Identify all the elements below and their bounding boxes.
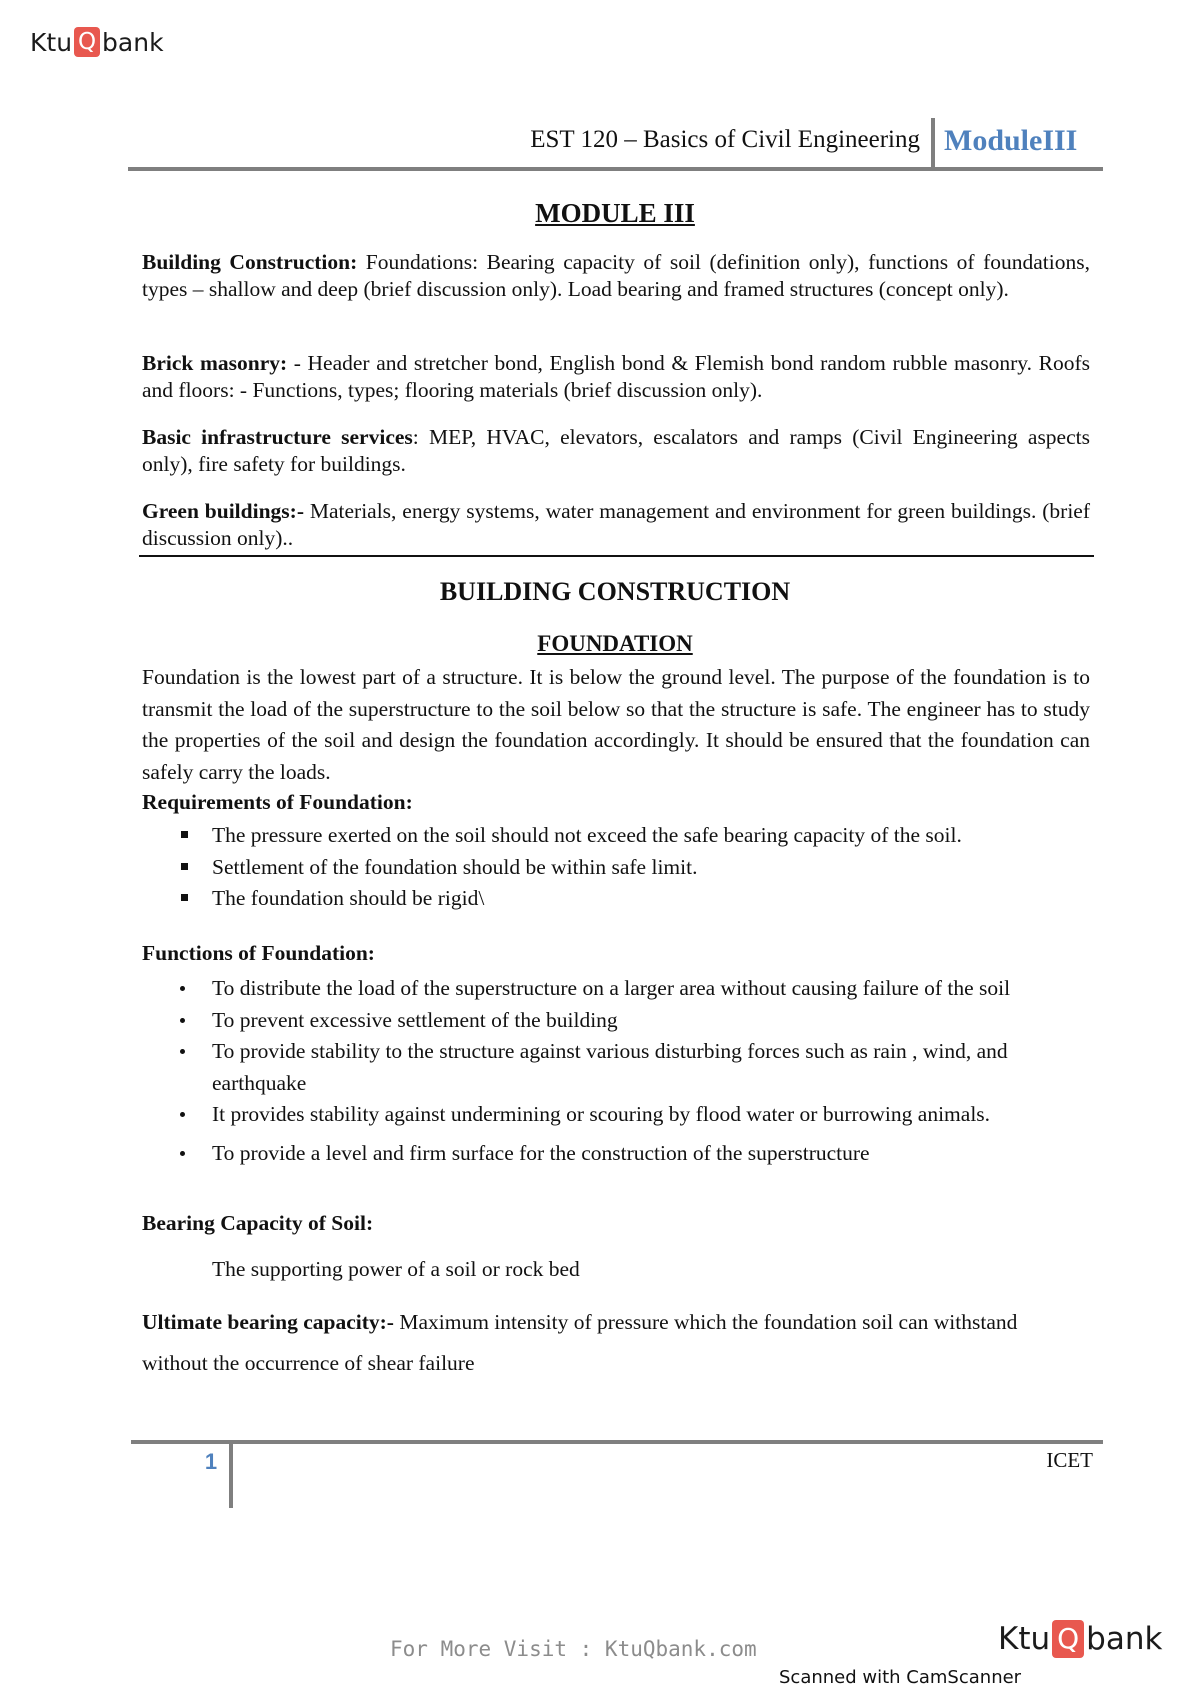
ultimate-label: Ultimate bearing capacity:-: [142, 1310, 394, 1334]
list-item-text: Settlement of the foundation should be within safe limit.: [212, 854, 698, 879]
logo-text-bank: bank: [102, 27, 164, 57]
ktuqbank-logo-bottom: [998, 1620, 1162, 1658]
ktuqbank-logo-top: [30, 27, 164, 57]
list-item: [178, 1005, 1098, 1037]
dot-bullet-icon: [180, 1049, 185, 1054]
list-item: [178, 1138, 1098, 1170]
logo-text-ktu: Ktu: [30, 27, 73, 57]
syllabus-label: Brick masonry:: [142, 351, 288, 375]
list-item: [178, 1036, 1098, 1099]
square-bullet-icon: [181, 863, 188, 870]
logo-text-bank: bank: [1086, 1621, 1163, 1657]
list-item-text: To provide a level and firm surface for the construction of the superstructure: [212, 1140, 870, 1165]
list-item-text: It provides stability against undermining or scouring by flood water or burrowing animals.: [212, 1102, 991, 1126]
module-title: MODULE III: [535, 198, 695, 228]
footer-rule: [131, 1440, 1103, 1444]
square-bullet-icon: [181, 831, 188, 838]
dot-bullet-icon: [180, 1151, 185, 1156]
syllabus-label: Building Construction:: [142, 250, 358, 274]
requirements-heading: Requirements of Foundation:: [142, 790, 413, 814]
list-item-text: The foundation should be rigid\: [212, 886, 485, 910]
bearing-capacity-definition: The supporting power of a soil or rock bed: [212, 1257, 580, 1281]
course-title: EST 120 – Basics of Civil Engineering: [530, 126, 920, 153]
header-divider: [931, 118, 935, 170]
scanner-watermark: Scanned with CamScanner: [779, 1667, 1022, 1688]
ultimate-text: Maximum intensity of pressure which the foundation soil can withstand without the occurrence of shear failure: [142, 1310, 1018, 1375]
list-item: [178, 1099, 1098, 1131]
list-item-text: To prevent excessive settlement of the building: [212, 1007, 618, 1032]
list-item: [178, 820, 1098, 852]
header-rule: [128, 167, 1103, 171]
requirements-list: [178, 820, 1098, 915]
footer-divider: [229, 1442, 233, 1508]
syllabus-text: - Header and stretcher bond, English bond & Flemish bond random rubble masonry. Roofs and floors: - Functions, types; flooring materials (brief discussion only).: [142, 351, 1090, 402]
foundation-title: FOUNDATION: [537, 631, 693, 656]
logo-text-ktu: Ktu: [998, 1621, 1051, 1657]
syllabus-green-buildings: [142, 498, 1090, 552]
syllabus-label: Green buildings:-: [142, 499, 304, 523]
list-item-text: To provide stability to the structure against various disturbing forces such as rain , wind, and earthquake: [212, 1039, 1008, 1095]
section-title: BUILDING CONSTRUCTION: [439, 577, 791, 606]
syllabus-label: Basic infrastructure services: [142, 425, 413, 449]
logo-q-icon: Q: [1052, 1620, 1084, 1658]
syllabus-brick-masonry: [142, 350, 1090, 404]
dot-bullet-icon: [180, 1018, 185, 1023]
syllabus-infrastructure-services: [142, 424, 1090, 478]
syllabus-text: Materials, energy systems, water management and environment for green buildings. (brief discussion only)..: [142, 499, 1090, 550]
functions-list: [178, 973, 1098, 1169]
module-label: ModuleIII: [944, 124, 1078, 157]
list-item: [178, 883, 1098, 915]
syllabus-text: Foundations: Bearing capacity of soil (definition only), functions of foundations, types – shallow and deep (brief discussion only). Load bearing and framed structures (concept only).: [142, 250, 1090, 301]
functions-heading: Functions of Foundation:: [142, 941, 375, 965]
foundation-intro: Foundation is the lowest part of a structure. It is below the ground level. The purpose of the foundation is to transmit the load of the superstructure to the soil below so that the structure is safe. The engineer has to study the properties of the soil and design the foundation accordingly. It should be ensured that the foundation can safely carry the loads.: [142, 665, 1090, 784]
visit-link[interactable]: For More Visit : KtuQbank.com: [390, 1637, 757, 1661]
list-item-text: To distribute the load of the superstructure on a larger area without causing failure of the soil: [212, 976, 1011, 1000]
list-item-text: The pressure exerted on the soil should not exceed the safe bearing capacity of the soil.: [212, 823, 962, 847]
institute-label: ICET: [1046, 1448, 1093, 1472]
page-number: 1: [204, 1449, 218, 1474]
dot-bullet-icon: [180, 986, 185, 991]
syllabus-building-construction: [142, 249, 1090, 303]
list-item: [178, 852, 1098, 884]
bearing-capacity-heading: Bearing Capacity of Soil:: [142, 1211, 374, 1235]
syllabus-rule: [139, 555, 1094, 557]
ultimate-bearing-capacity: [142, 1302, 1082, 1384]
syllabus-text: : MEP, HVAC, elevators, escalators and ramps (Civil Engineering aspects only), fire safety for buildings.: [142, 425, 1090, 476]
dot-bullet-icon: [180, 1112, 185, 1117]
list-item: [178, 973, 1098, 1005]
square-bullet-icon: [181, 894, 188, 901]
logo-q-icon: Q: [74, 27, 100, 57]
